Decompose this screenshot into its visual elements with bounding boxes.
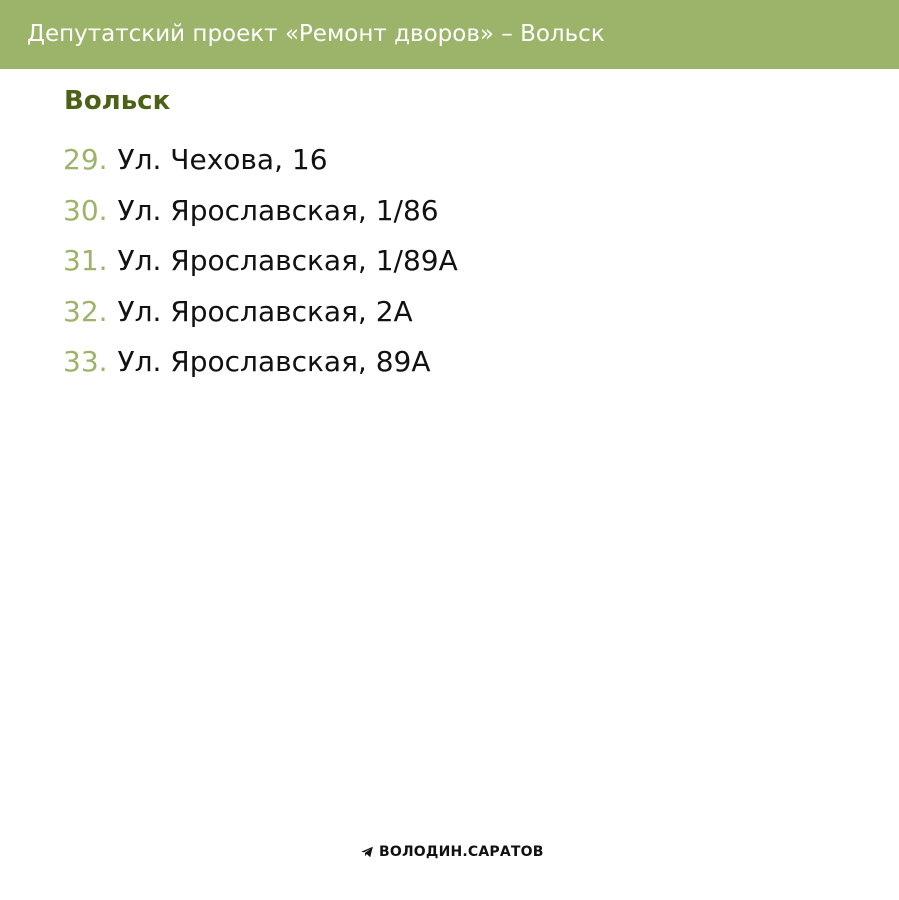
address-text: Ул. Ярославская, 1/86: [117, 193, 439, 227]
telegram-plane-icon: [360, 845, 374, 859]
address-item: [63, 292, 458, 343]
address-number: 30.: [63, 193, 108, 227]
city-title: Вольск: [64, 86, 171, 116]
address-number: 29.: [63, 143, 108, 176]
address-number: 32.: [63, 294, 108, 328]
address-item: [63, 191, 458, 242]
address-number: 33.: [63, 345, 108, 378]
address-number: 31.: [63, 244, 108, 277]
address-item: [63, 140, 458, 191]
address-text: Ул. Ярославская, 1/89А: [117, 244, 458, 277]
address-text: Ул. Ярославская, 2А: [117, 294, 413, 328]
address-item: [63, 241, 458, 292]
footer-text: ВОЛОДИН.САРАТОВ: [379, 844, 544, 860]
address-text: Ул. Ярославская, 89А: [117, 345, 431, 378]
header-title: Депутатский проект «Ремонт дворов» – Вольск: [27, 21, 605, 47]
footer-brand: [360, 842, 544, 862]
address-item: [63, 342, 458, 393]
header-banner: [0, 0, 899, 69]
address-list: [63, 140, 458, 393]
address-text: Ул. Чехова, 16: [117, 143, 328, 176]
